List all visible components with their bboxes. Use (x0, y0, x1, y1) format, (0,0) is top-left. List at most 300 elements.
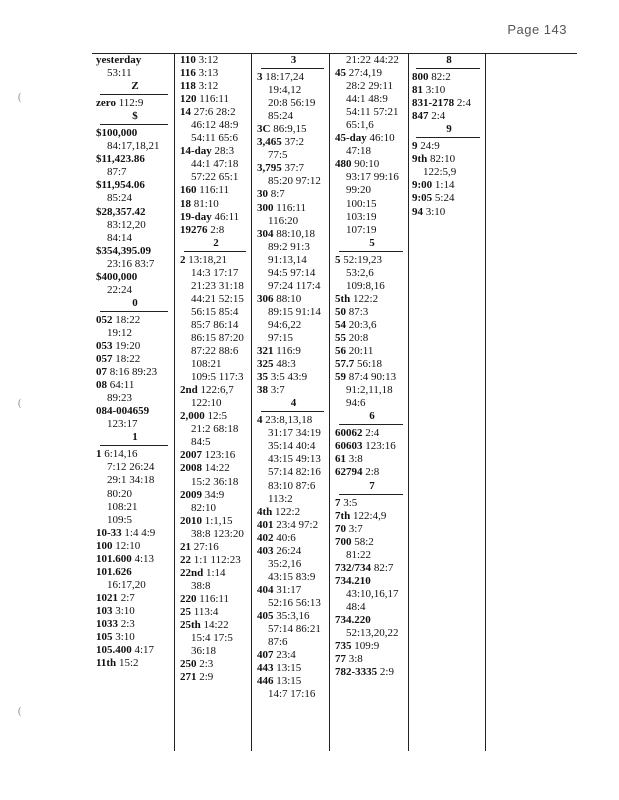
page-line-ref-continued: 113:2 (268, 492, 293, 505)
index-term: 61 (335, 453, 346, 466)
index-entry (96, 592, 174, 605)
index-entry (257, 371, 330, 384)
page-line-ref-continued: 85:24 (107, 192, 133, 205)
page-line-ref: 18:22 (115, 353, 141, 366)
index-entry (180, 489, 252, 502)
index-term: 116 (180, 67, 196, 80)
index-term: 404 (257, 583, 274, 596)
index-entry (96, 245, 174, 258)
page-line-ref: 113:4 (193, 605, 219, 618)
page-line-ref: 116:9 (276, 345, 301, 358)
page-line-ref: 26:24 (276, 544, 302, 557)
page-line-ref: 27:16 (193, 540, 219, 553)
page-line-ref-continued: 35:14 40:4 (268, 440, 316, 453)
index-entry (257, 71, 330, 84)
index-term: 407 (257, 649, 274, 662)
index-term: 160 (180, 184, 197, 197)
page-line-ref-continued: 85:24 (268, 110, 294, 123)
index-entry (335, 466, 409, 479)
page-line-ref: 82:7 (373, 561, 394, 574)
index-entry (412, 110, 486, 123)
index-entry (257, 675, 330, 688)
page-line-ref: 3:8 (348, 453, 363, 466)
index-entry (180, 593, 252, 606)
page-line-ref-continued: 123:17 (107, 418, 138, 431)
page-line-ref: 3:10 (425, 205, 446, 218)
page-line-ref-continued: 35:2,16 (268, 557, 302, 570)
page-line-ref-continued: 16:17,20 (107, 578, 146, 591)
page-line-ref: 2:4 (365, 427, 380, 440)
page-line-ref: 3:8 (348, 653, 363, 666)
page-line-ref-continued: 108:21 (107, 500, 138, 513)
section-heading (96, 431, 174, 444)
index-entry (335, 332, 409, 345)
page-line-ref-continued: 109:8,16 (346, 279, 385, 292)
index-entry (96, 527, 174, 540)
page-line-ref-continued: 97:24 117:4 (268, 279, 321, 292)
index-term: 306 (257, 292, 274, 305)
page-line-ref-continued: 87:7 (107, 166, 127, 179)
page-line-ref-continued: 82:10 (191, 501, 217, 514)
page-line-ref-continued: 46:12 48:9 (191, 119, 239, 132)
index-term: 21 (180, 540, 191, 553)
index-term: 220 (180, 592, 197, 605)
index-term: 105.400 (96, 644, 132, 657)
page-line-ref-continued: 81:22 (346, 548, 372, 561)
page-line-ref: 48:3 (276, 358, 296, 371)
page-line-ref: 52:19,23 (343, 253, 383, 266)
section-rule (416, 137, 480, 138)
page-line-ref: 3:7 (348, 522, 363, 535)
index-entry (335, 158, 409, 171)
page-line-ref-continued: 57:14 82:16 (268, 466, 321, 479)
index-term: 54 (335, 318, 346, 331)
section-rule (339, 251, 403, 252)
page-line-ref: 86:9,15 (273, 123, 307, 136)
index-term: 19276 (180, 223, 208, 236)
index-term: 70 (335, 522, 346, 535)
index-term: 2010 (180, 514, 202, 527)
index-entry (257, 506, 330, 519)
page-line-ref: 14:22 (203, 619, 229, 632)
page-line-ref: 2:7 (120, 591, 135, 604)
page-line-ref: 2:3 (120, 617, 135, 630)
index-entry (412, 84, 486, 97)
page-line-ref-continued: 44:21 52:15 (191, 292, 244, 305)
index-term: 443 (257, 662, 274, 675)
page-line-ref-continued: 108:21 (191, 358, 222, 371)
word-index-table (92, 53, 577, 751)
page-line-ref: 13:15 (276, 675, 302, 688)
index-term: 3C (257, 123, 271, 136)
section-rule (339, 424, 403, 425)
index-term: 403 (257, 544, 274, 557)
index-entry (257, 228, 330, 241)
index-term: 110 (180, 54, 196, 66)
page-line-ref: 81:10 (193, 197, 219, 210)
index-term: 4 (257, 414, 263, 427)
index-entry (257, 584, 330, 597)
index-term: 9 (412, 140, 418, 153)
index-term: 9th (412, 153, 428, 166)
page-line-ref: 116:11 (199, 184, 229, 197)
index-term: $354,395.09 (96, 244, 151, 257)
index-entry (335, 427, 409, 440)
index-term: 1021 (96, 591, 118, 604)
index-entry (96, 379, 174, 392)
index-entry (96, 448, 174, 461)
index-term: $11,954.06 (96, 179, 145, 192)
index-entry (180, 254, 252, 267)
page-line-ref: 82:10 (430, 153, 456, 166)
section-heading (180, 237, 252, 250)
index-entry (180, 449, 252, 462)
page-line-ref: 1:4 4:9 (124, 526, 156, 539)
index-term: 304 (257, 227, 274, 240)
page-line-ref: 90:10 (354, 158, 380, 171)
index-entry (335, 536, 409, 549)
page-line-ref-continued: 89:15 91:14 (268, 305, 321, 318)
page-line-ref: 3:5 43:9 (270, 371, 308, 384)
page-line-ref-continued: 15:2 36:18 (191, 475, 239, 488)
page-line-ref-continued: 28:2 29:11 (346, 80, 393, 93)
index-term: 59 (335, 371, 346, 384)
page-line-ref: 116:11 (199, 592, 229, 605)
index-entry (412, 97, 486, 110)
index-term: 321 (257, 345, 274, 358)
index-term: 14 (180, 106, 191, 119)
index-term: 2009 (180, 488, 202, 501)
index-entry (180, 554, 252, 567)
index-entry (96, 179, 174, 192)
page-line-ref-continued: 85:7 86:14 (191, 318, 239, 331)
page-line-ref-continued: 23:16 83:7 (107, 257, 155, 270)
page-line-ref: 64:11 (109, 379, 135, 392)
index-entry (180, 384, 252, 397)
section-heading (335, 237, 409, 250)
index-entry (412, 179, 486, 192)
index-entry (96, 540, 174, 553)
index-term: 735 (335, 640, 352, 653)
page-line-ref-continued: 116:20 (268, 214, 299, 227)
section-rule (100, 124, 168, 125)
page-line-ref: 109:9 (354, 640, 380, 653)
page-line-ref: 34:9 (204, 488, 225, 501)
index-entry (412, 140, 486, 153)
index-entry (257, 545, 330, 558)
index-term: 9:00 (412, 179, 433, 192)
page-line-ref-continued: 85:20 97:12 (268, 175, 321, 188)
page-line-ref-continued: 80:20 (107, 487, 133, 500)
page-line-ref: 88:10,18 (276, 227, 316, 240)
page-line-ref-continued: 84:5 (191, 436, 211, 449)
index-term: 118 (180, 80, 196, 93)
page-line-ref-continued: 94:5 97:14 (268, 266, 316, 279)
page-line-ref-continued: 29:1 34:18 (107, 474, 155, 487)
index-term: $11,423.86 (96, 153, 145, 166)
index-entry (96, 566, 174, 579)
index-term: 2 (180, 253, 186, 266)
page-line-ref: 1:1 112:23 (193, 553, 241, 566)
index-entry (335, 67, 409, 80)
index-entry (96, 631, 174, 644)
index-term: 446 (257, 675, 274, 688)
binder-hole-mark: ( (18, 706, 22, 717)
page-line-ref-continued: 38:8 (191, 579, 211, 592)
page-line-ref: 37:2 (284, 136, 305, 149)
page-line-ref: 3:10 (425, 84, 446, 97)
page-line-ref: 19:20 (115, 339, 141, 352)
index-entry (96, 644, 174, 657)
index-term: 10-33 (96, 526, 122, 539)
index-entry (335, 653, 409, 666)
index-term: 700 (335, 535, 352, 548)
page-line-ref: 122:6,7 (200, 384, 234, 397)
section-rule (261, 68, 324, 69)
page-line-ref: 12:10 (115, 539, 141, 552)
page-line-ref-continued: 54:11 65:6 (191, 132, 238, 145)
index-entry (180, 106, 252, 119)
index-term: 45-day (335, 132, 367, 145)
index-entry (412, 192, 486, 205)
index-term: 732/734 (335, 561, 372, 574)
index-term: 7th (335, 509, 351, 522)
index-term: 77 (335, 653, 346, 666)
index-term: 1 (96, 448, 102, 461)
page-line-ref: 20:11 (348, 345, 374, 358)
page-line-ref-continued: 54:11 57:21 (346, 106, 399, 119)
index-entry (180, 67, 252, 80)
index-term: 2nd (180, 384, 198, 397)
page-line-ref-continued: 7:12 26:24 (107, 461, 155, 474)
page-line-ref: 15:2 (118, 657, 139, 670)
index-entry (257, 414, 330, 427)
index-term: $28,357.42 (96, 205, 146, 218)
page-line-ref: 23:8,13,18 (265, 414, 313, 427)
index-entry (180, 54, 252, 67)
page-line-ref-continued: 36:18 (191, 645, 217, 658)
index-entry (257, 188, 330, 201)
index-entry (180, 198, 252, 211)
page-line-ref: 3:7 (270, 384, 285, 397)
page-line-ref-continued: 83:10 87:6 (268, 479, 316, 492)
page-line-ref-continued: 89:2 91:3 (268, 240, 310, 253)
index-entry (257, 123, 330, 136)
index-term: 30 (257, 188, 268, 201)
index-entry (335, 306, 409, 319)
index-entry (180, 515, 252, 528)
page-line-ref: 122:2 (353, 292, 379, 305)
index-column-4 (329, 54, 409, 751)
section-rule (339, 494, 403, 495)
page-line-ref-continued: 19:12 (107, 326, 133, 339)
index-term: 847 (412, 110, 429, 123)
section-rule (416, 68, 480, 69)
page-line-ref-continued: 109:5 (107, 513, 133, 526)
index-entry (96, 206, 174, 219)
index-term: 057 (96, 353, 113, 366)
index-entry (96, 97, 174, 110)
page-line-ref: 37:7 (284, 162, 305, 175)
page-line-ref: 1:1,15 (204, 514, 233, 527)
index-column-1 (92, 54, 174, 751)
index-entry (335, 453, 409, 466)
page-line-ref-continued: 43:10,16,17 (346, 587, 399, 600)
page-line-ref: 27:4,19 (348, 67, 383, 80)
page-line-ref: 87:3 (348, 305, 369, 318)
page-line-ref-continued: 57:14 86:21 (268, 623, 321, 636)
index-term: 101.600 (96, 552, 132, 565)
index-entry (335, 345, 409, 358)
index-entry (96, 553, 174, 566)
page-line-ref-continued: 91:13,14 (268, 253, 307, 266)
page-line-ref-continued: 20:8 56:19 (268, 97, 316, 110)
page-line-ref-continued: 43:15 83:9 (268, 570, 316, 583)
index-term: 734.220 (335, 613, 371, 626)
index-term: 101.626 (96, 565, 132, 578)
index-entry (257, 662, 330, 675)
index-entry (180, 671, 252, 684)
index-entry (335, 132, 409, 145)
index-entry (96, 366, 174, 379)
index-term: 103 (96, 604, 113, 617)
page-line-ref: 122:4,9 (353, 509, 387, 522)
page-line-ref-continued: 91:2,11,18 (346, 384, 393, 397)
section-heading (412, 123, 486, 136)
index-entry (96, 54, 174, 67)
index-entry (257, 345, 330, 358)
page-line-ref: 3:12 (198, 54, 219, 66)
index-term: 50 (335, 305, 346, 318)
index-entry (257, 532, 330, 545)
page-line-ref-continued: 84:17,18,21 (107, 140, 160, 153)
page-line-ref-continued: 93:17 99:16 (346, 171, 399, 184)
page-line-ref-continued: 52:16 56:13 (268, 596, 321, 609)
page-line-ref: 2:4 (456, 97, 471, 110)
index-term: 5th (335, 292, 351, 305)
index-term: 084-004659 (96, 405, 150, 418)
binder-hole-mark: ( (18, 92, 22, 103)
index-term: 734.210 (335, 574, 371, 587)
index-entry (96, 657, 174, 670)
page-line-ref-continued: 86:15 87:20 (191, 331, 244, 344)
section-letter: Z (131, 80, 139, 93)
page-line-ref: 27:6 28:2 (193, 106, 236, 119)
page-line-ref-continued: 122:10 (191, 397, 222, 410)
section-letter: 8 (446, 54, 452, 66)
index-entry (257, 384, 330, 397)
index-term: 35 (257, 371, 268, 384)
index-entry (180, 619, 252, 632)
index-column-2 (174, 54, 252, 751)
index-term: 56 (335, 345, 346, 358)
page-line-ref-continued: 15:4 17:5 (191, 632, 233, 645)
index-entry (257, 202, 330, 215)
index-term: 300 (257, 201, 274, 214)
index-term: 18 (180, 197, 191, 210)
index-entry (96, 353, 174, 366)
index-column-5 (408, 54, 486, 751)
index-term: 800 (412, 71, 429, 84)
page-line-ref: 3:5 (343, 496, 358, 509)
page-line-ref-continued: 44:1 48:9 (346, 93, 388, 106)
index-entry (257, 358, 330, 371)
index-entry (335, 440, 409, 453)
index-term: 120 (180, 93, 197, 106)
index-entry (412, 71, 486, 84)
index-term: 402 (257, 531, 274, 544)
index-entry (335, 562, 409, 575)
page-line-ref-continued: 94:6 (346, 397, 366, 410)
index-entry (96, 405, 174, 418)
section-heading (335, 410, 409, 423)
page-line-ref-continued: 56:15 85:4 (191, 305, 239, 318)
page-line-ref: 46:10 (369, 132, 395, 145)
index-entry (412, 206, 486, 219)
section-heading (257, 397, 330, 410)
index-entry (257, 136, 330, 149)
section-letter: 4 (290, 397, 297, 410)
index-term: 55 (335, 331, 346, 344)
index-entry (257, 610, 330, 623)
page-line-ref: 28:3 (214, 145, 235, 158)
index-term: 053 (96, 339, 113, 352)
index-term: 62794 (335, 466, 363, 479)
section-letter: 0 (132, 296, 138, 309)
page-line-ref: 13:15 (276, 662, 302, 675)
section-letter: $ (132, 110, 138, 123)
index-term: 3 (257, 71, 263, 84)
page-line-ref: 2:4 (431, 110, 446, 123)
section-rule (100, 445, 168, 446)
page-line-ref-continued: 65:1,6 (346, 119, 374, 132)
page-line-ref: 23:4 97:2 (276, 518, 319, 531)
page-line-ref: 116:11 (199, 93, 229, 106)
page-line-ref: 2:3 (199, 658, 214, 671)
index-term: 105 (96, 631, 113, 644)
page-line-ref: 56:18 (357, 358, 383, 371)
page-line-ref-continued: 97:15 (268, 331, 294, 344)
index-term: 480 (335, 158, 352, 171)
section-heading (335, 480, 409, 493)
index-entry (180, 541, 252, 554)
page-line-ref: 4:13 (134, 552, 155, 565)
page-line-ref: 87:4 90:13 (348, 371, 397, 384)
section-letter: 2 (213, 236, 219, 249)
page-number-label: Page 143 (507, 22, 567, 37)
index-term: 19-day (180, 210, 212, 223)
section-rule (184, 251, 246, 252)
section-letter: 9 (446, 123, 452, 136)
page-line-ref-continued: 89:23 (107, 392, 133, 405)
index-entry (335, 319, 409, 332)
page-line-ref-continued: 84:14 (107, 231, 133, 244)
index-entry (96, 340, 174, 353)
page-line-ref-continued: 53:11 (107, 67, 132, 80)
page-line-ref-continued: 47:18 (346, 145, 372, 158)
index-entry (335, 575, 409, 588)
index-entry (335, 614, 409, 627)
index-entry (335, 640, 409, 653)
page-line-ref-continued: 21:2 68:18 (191, 423, 239, 436)
index-entry (335, 293, 409, 306)
page-line-ref: 3:12 (198, 80, 219, 93)
index-entry (257, 519, 330, 532)
page-line-ref-continued: 99:20 (346, 184, 372, 197)
page-line-ref: 24:9 (420, 140, 440, 153)
index-term: 9:05 (412, 192, 433, 205)
index-term: 782-3335 (335, 666, 378, 679)
